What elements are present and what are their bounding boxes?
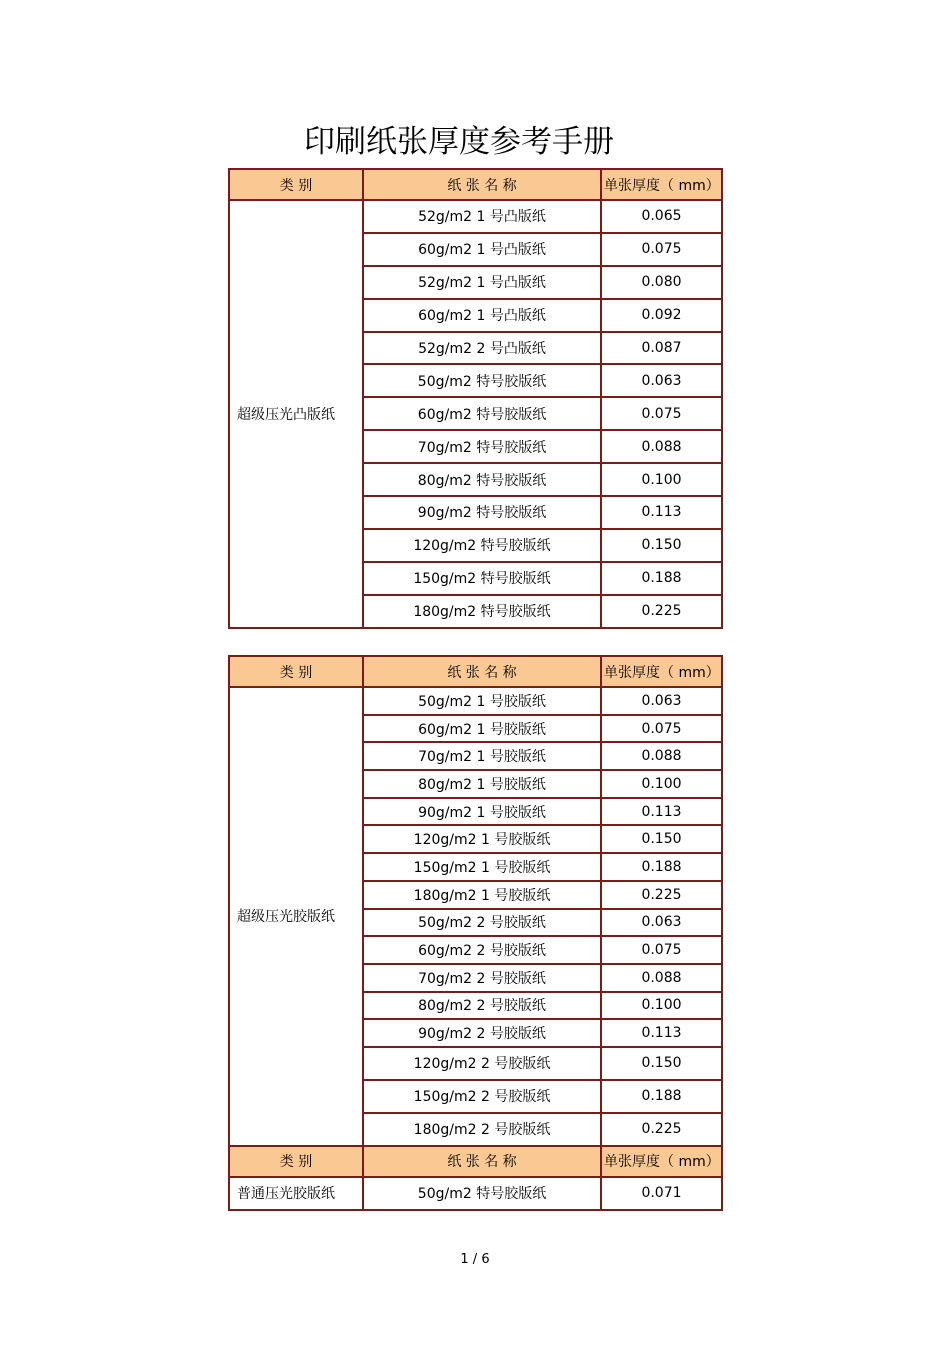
thickness-cell: 0.113 — [601, 798, 722, 826]
paper-name-cell: 80g/m2 2 号胶版纸 — [363, 992, 601, 1020]
header-category: 类 别 — [229, 169, 363, 200]
thickness-cell: 0.080 — [601, 266, 722, 299]
thickness-cell: 0.100 — [601, 770, 722, 798]
thickness-cell: 0.075 — [601, 397, 722, 430]
category-cell: 超级压光凸版纸 — [229, 200, 363, 628]
thickness-cell: 0.225 — [601, 881, 722, 909]
paper-name-cell: 50g/m2 2 号胶版纸 — [363, 909, 601, 937]
thickness-cell: 0.088 — [601, 430, 722, 463]
thickness-cell: 0.088 — [601, 964, 722, 992]
paper-name-cell: 60g/m2 1 号凸版纸 — [363, 233, 601, 266]
paper-name-cell: 120g/m2 特号胶版纸 — [363, 529, 601, 562]
paper-name-cell: 52g/m2 2 号凸版纸 — [363, 332, 601, 365]
header-category: 类 别 — [229, 1146, 363, 1177]
thickness-cell: 0.063 — [601, 687, 722, 715]
paper-name-cell: 60g/m2 2 号胶版纸 — [363, 936, 601, 964]
header-category: 类 别 — [229, 656, 363, 687]
paper-name-cell: 70g/m2 2 号胶版纸 — [363, 964, 601, 992]
paper-name-cell: 180g/m2 2 号胶版纸 — [363, 1113, 601, 1146]
thickness-cell: 0.188 — [601, 1080, 722, 1113]
category-cell: 超级压光胶版纸 — [229, 687, 363, 1146]
paper-name-cell: 90g/m2 特号胶版纸 — [363, 496, 601, 529]
paper-name-cell: 70g/m2 特号胶版纸 — [363, 430, 601, 463]
thickness-cell: 0.100 — [601, 463, 722, 496]
paper-name-cell: 52g/m2 1 号凸版纸 — [363, 200, 601, 233]
thickness-cell: 0.063 — [601, 364, 722, 397]
header-name: 纸 张 名 称 — [363, 656, 601, 687]
table-header-row — [229, 656, 722, 687]
table-header-row — [229, 1146, 722, 1177]
paper-name-cell: 150g/m2 1 号胶版纸 — [363, 853, 601, 881]
header-thickness: 单张厚度（ mm） — [601, 656, 722, 687]
paper-name-cell: 80g/m2 1 号胶版纸 — [363, 770, 601, 798]
thickness-cell: 0.088 — [601, 742, 722, 770]
thickness-cell: 0.188 — [601, 853, 722, 881]
table-letterpress-paper — [228, 168, 723, 629]
thickness-cell: 0.075 — [601, 936, 722, 964]
thickness-cell: 0.065 — [601, 200, 722, 233]
table-row — [229, 200, 722, 233]
thickness-cell: 0.071 — [601, 1177, 722, 1210]
thickness-cell: 0.075 — [601, 715, 722, 743]
paper-name-cell: 50g/m2 1 号胶版纸 — [363, 687, 601, 715]
page-number: 1 / 6 — [460, 1252, 490, 1267]
category-cell: 普通压光胶版纸 — [229, 1177, 363, 1210]
thickness-cell: 0.188 — [601, 562, 722, 595]
paper-name-cell: 80g/m2 特号胶版纸 — [363, 463, 601, 496]
thickness-cell: 0.225 — [601, 1113, 722, 1146]
paper-name-cell: 52g/m2 1 号凸版纸 — [363, 266, 601, 299]
table-offset-paper — [228, 655, 723, 1211]
table-row — [229, 1177, 722, 1210]
paper-name-cell: 150g/m2 2 号胶版纸 — [363, 1080, 601, 1113]
thickness-cell: 0.063 — [601, 909, 722, 937]
thickness-cell: 0.150 — [601, 529, 722, 562]
table-header-row — [229, 169, 722, 200]
header-thickness: 单张厚度（ mm） — [601, 1146, 722, 1177]
paper-name-cell: 180g/m2 特号胶版纸 — [363, 595, 601, 628]
thickness-cell: 0.113 — [601, 496, 722, 529]
paper-name-cell: 180g/m2 1 号胶版纸 — [363, 881, 601, 909]
thickness-cell: 0.150 — [601, 1047, 722, 1080]
paper-name-cell: 150g/m2 特号胶版纸 — [363, 562, 601, 595]
paper-name-cell: 60g/m2 1 号凸版纸 — [363, 299, 601, 332]
paper-name-cell: 120g/m2 1 号胶版纸 — [363, 825, 601, 853]
paper-name-cell: 90g/m2 2 号胶版纸 — [363, 1019, 601, 1047]
header-thickness: 单张厚度（ mm） — [601, 169, 722, 200]
thickness-cell: 0.087 — [601, 332, 722, 365]
paper-name-cell: 120g/m2 2 号胶版纸 — [363, 1047, 601, 1080]
page-title: 印刷纸张厚度参考手册 — [304, 124, 614, 160]
thickness-cell: 0.100 — [601, 992, 722, 1020]
header-name: 纸 张 名 称 — [363, 169, 601, 200]
paper-name-cell: 50g/m2 特号胶版纸 — [363, 364, 601, 397]
thickness-cell: 0.092 — [601, 299, 722, 332]
thickness-cell: 0.150 — [601, 825, 722, 853]
header-name: 纸 张 名 称 — [363, 1146, 601, 1177]
thickness-cell: 0.113 — [601, 1019, 722, 1047]
thickness-cell: 0.075 — [601, 233, 722, 266]
paper-name-cell: 60g/m2 1 号胶版纸 — [363, 715, 601, 743]
paper-name-cell: 50g/m2 特号胶版纸 — [363, 1177, 601, 1210]
paper-name-cell: 60g/m2 特号胶版纸 — [363, 397, 601, 430]
thickness-cell: 0.225 — [601, 595, 722, 628]
table-row — [229, 687, 722, 715]
paper-name-cell: 70g/m2 1 号胶版纸 — [363, 742, 601, 770]
paper-name-cell: 90g/m2 1 号胶版纸 — [363, 798, 601, 826]
